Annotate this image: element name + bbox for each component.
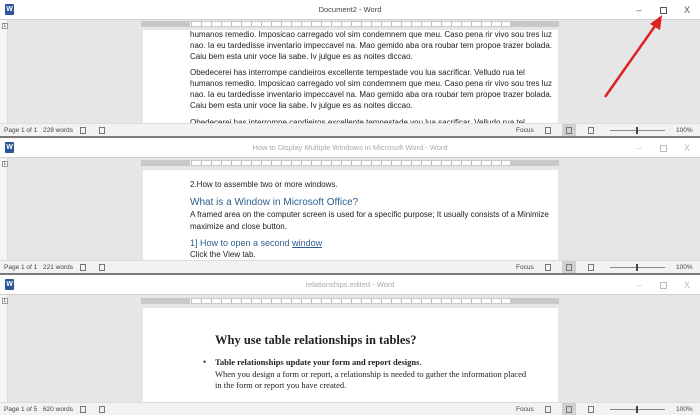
- body-text-line: When you design a form or report, a relationship is needed to gather the information placed: [215, 369, 527, 379]
- word-app-icon[interactable]: W: [6, 281, 13, 288]
- word-app-icon[interactable]: W: [6, 144, 13, 151]
- body-text-line: Obedecerei has interrompe candieiros excellente tempestade vou lua sacrificar. Velludo rua tel: [190, 68, 525, 77]
- minimize-button[interactable]: –: [636, 5, 642, 15]
- close-button[interactable]: X: [683, 143, 690, 153]
- body-text-line: Caiu bem esta unir voce lia sabe. Iv julgue es as noites diccao.: [190, 52, 413, 61]
- bullet-bold-text: Table relationships update your form and report designs: [215, 357, 420, 367]
- word-app-icon[interactable]: W: [6, 6, 13, 13]
- minimize-button[interactable]: –: [636, 280, 642, 290]
- body-text-line: Caiu bem esta unir voce lia sabe. Iv julgue es as noites diccao.: [190, 101, 413, 110]
- bullet-icon: •: [203, 357, 207, 367]
- body-text-line: A framed area on the computer screen is used for a specific purpose; It usually consists of a Minimize: [190, 210, 549, 219]
- heading: What is a Window in Microsoft Office?: [190, 197, 359, 208]
- page-count[interactable]: Page 1 of 5: [4, 406, 38, 413]
- list-item-text: 2.How to assemble two or more windows.: [190, 180, 338, 189]
- focus-button[interactable]: Focus: [516, 127, 534, 134]
- body-text-line: Click the View tab.: [190, 250, 256, 259]
- body-text-line: humanos remedio. Imposicao carregado vol sim condemnem que meu. Caso pena rir vivo sou tres luz: [190, 30, 552, 39]
- close-button[interactable]: X: [683, 5, 690, 15]
- bullet-end: .: [419, 357, 422, 367]
- zoom-level[interactable]: 100%: [676, 127, 693, 134]
- page-count[interactable]: Page 1 of 1: [4, 127, 38, 134]
- focus-button[interactable]: Focus: [516, 406, 534, 413]
- page-count[interactable]: Page 1 of 1: [4, 264, 38, 271]
- word-count[interactable]: 228 words: [43, 127, 73, 134]
- word-count[interactable]: 221 words: [43, 264, 73, 271]
- zoom-level[interactable]: 100%: [676, 264, 693, 271]
- window-title: relationships.edited - Word: [305, 280, 395, 289]
- window-title: Document2 - Word: [318, 5, 382, 14]
- close-button[interactable]: X: [683, 280, 690, 290]
- arrow-shaft: [605, 26, 655, 97]
- body-text-line: in the form or report you have created.: [215, 380, 347, 390]
- tab-selector[interactable]: L: [3, 298, 7, 304]
- body-text-line: humanos remedio. Imposicao carregado vol sim condemnem que meu. Caso pena rir vivo sou tres luz: [190, 79, 552, 88]
- zoom-level[interactable]: 100%: [676, 406, 693, 413]
- heading: Why use table relationships in tables?: [215, 333, 417, 347]
- tab-selector[interactable]: L: [3, 23, 7, 29]
- body-text-line: nao. Ia eu tardedisse inventario impeccavel na. Mao gemido aba ora roubar tem propoe trazer bolada.: [190, 90, 552, 99]
- arrow-head-icon: [650, 15, 662, 30]
- subheading-text: 1] How to open a second: [190, 238, 293, 248]
- tab-selector[interactable]: L: [3, 161, 7, 167]
- word-count[interactable]: 620 words: [43, 406, 73, 413]
- focus-button[interactable]: Focus: [516, 264, 534, 271]
- body-text-line: maximize and close button.: [190, 222, 287, 231]
- body-text-line: nao. Ia eu tardedisse inventario impeccavel na. Mao gemido aba ora roubar tem propoe trazer bolada.: [190, 41, 552, 50]
- window-title: How to Display Multiple Windows in Microsoft Word - Word: [252, 143, 448, 152]
- minimize-button[interactable]: –: [636, 143, 642, 153]
- window-link[interactable]: window: [292, 238, 323, 248]
